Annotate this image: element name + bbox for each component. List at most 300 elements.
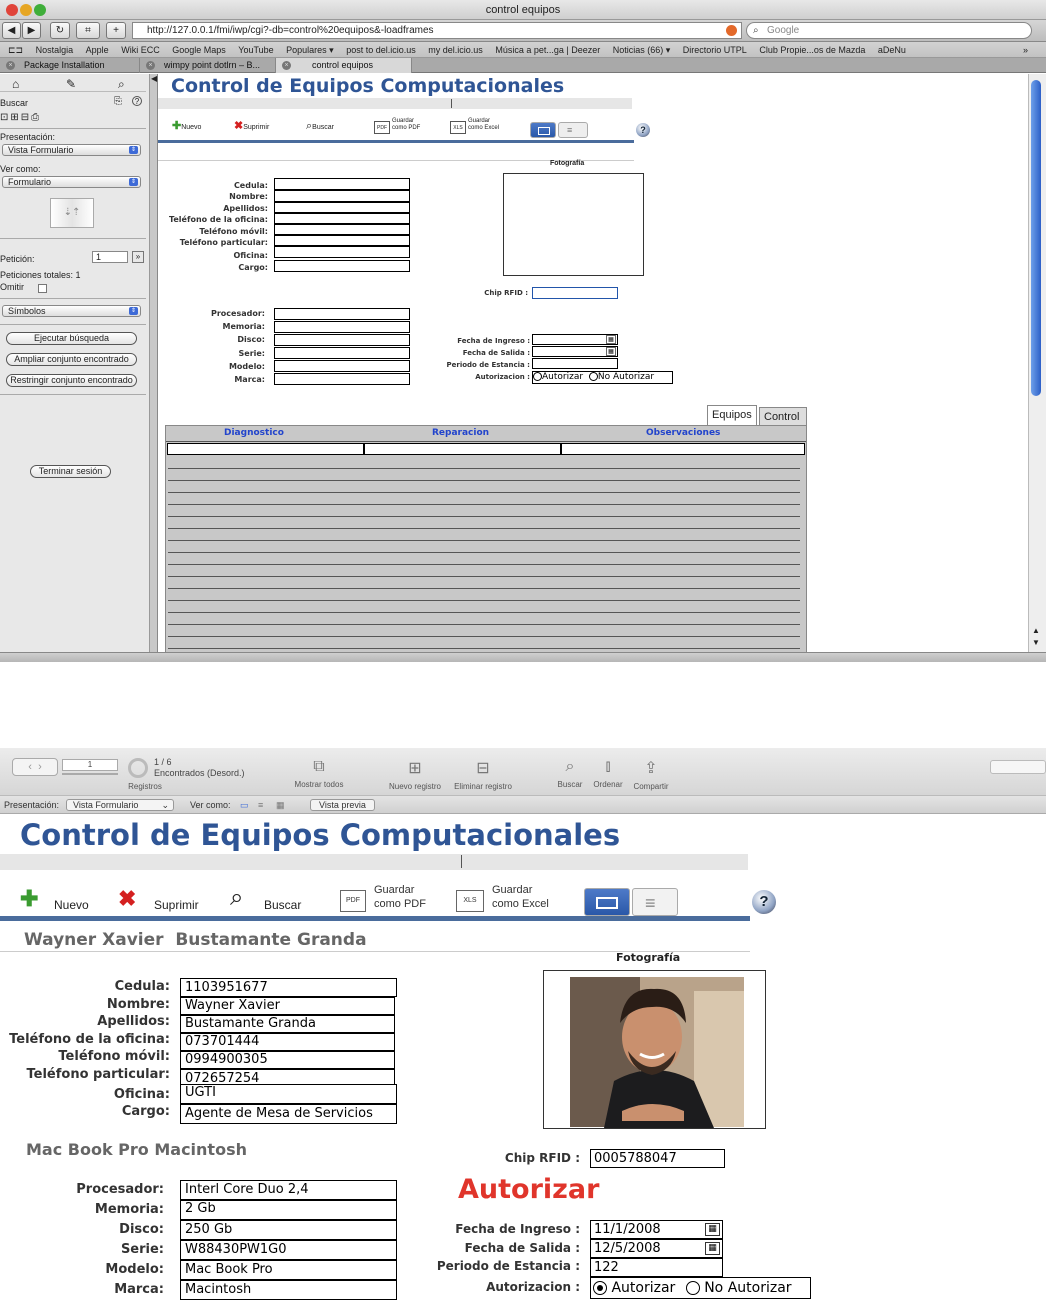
- procesador-input[interactable]: [274, 308, 410, 320]
- cargo-input[interactable]: [274, 260, 410, 272]
- toolbar-rule: [158, 140, 634, 143]
- tab-equipos[interactable]: Equipos: [707, 405, 757, 426]
- label-telefono-movil: Teléfono móvil:: [58, 1049, 170, 1065]
- text-caret: [451, 99, 452, 108]
- form-view-button[interactable]: [530, 122, 556, 138]
- label-autorizacion: Autorizacion :: [486, 1279, 580, 1294]
- status-area-sidebar: [0, 74, 150, 652]
- share-button[interactable]: [628, 758, 674, 794]
- label-procesador: Procesador:: [76, 1182, 164, 1197]
- find-label: Buscar: [557, 780, 583, 789]
- help-icon[interactable]: ?: [132, 96, 142, 106]
- label-nombre: Nombre:: [229, 192, 268, 202]
- bookmarks-bar: [0, 42, 1046, 58]
- book-icon[interactable]: ⊏⊐: [8, 45, 24, 55]
- fecha-ingreso-input[interactable]: [532, 334, 618, 345]
- portal-row-line: [168, 516, 800, 517]
- memoria-input[interactable]: [274, 321, 410, 333]
- delete-button[interactable]: [234, 119, 288, 133]
- serie-input[interactable]: W88430PW1G0: [180, 1240, 397, 1260]
- portal-header: [166, 426, 806, 442]
- save-excel-line1: Guardar: [492, 884, 533, 896]
- help-button[interactable]: ?: [752, 890, 776, 914]
- photo-container-field[interactable]: [503, 173, 644, 276]
- list-view-icon: ≡: [645, 893, 656, 913]
- portal-row-line: [168, 648, 800, 649]
- calendar-icon[interactable]: ▦: [606, 347, 616, 356]
- xls-icon: XLS: [450, 121, 466, 134]
- tab-control[interactable]: Control: [759, 407, 807, 425]
- bookmark-item[interactable]: Música a pet...ga | Deezer: [495, 45, 601, 55]
- label-oficina: Oficina:: [113, 1086, 170, 1102]
- label-modelo: Modelo:: [228, 361, 265, 371]
- delete-label: Suprimir: [154, 898, 199, 912]
- bookmark-item[interactable]: YouTube: [238, 45, 274, 55]
- add-bookmark-icon[interactable]: +: [106, 22, 126, 39]
- book-navigator-icon[interactable]: ⇣⇡: [50, 198, 94, 228]
- portal-row-line: [168, 468, 800, 469]
- bookmark-item[interactable]: post to del.icio.us: [346, 45, 416, 55]
- bookmark-item[interactable]: my del.icio.us: [428, 45, 483, 55]
- list-view-icon[interactable]: ≡: [258, 800, 264, 810]
- presentation-label: Presentación:: [4, 800, 60, 810]
- expand-found-set-button[interactable]: Ampliar conjunto encontrado: [6, 353, 137, 366]
- delete-record-icon: ✖: [234, 120, 244, 132]
- form-view-icon: [596, 897, 618, 909]
- chip-label: Chip RFID :: [484, 289, 528, 297]
- portal-row-line: [168, 480, 800, 481]
- bookmark-item[interactable]: Directorio UTPL: [682, 45, 747, 55]
- procesador-input[interactable]: Interl Core Duo 2,4: [180, 1180, 397, 1200]
- portal-row-line: [168, 540, 800, 541]
- sidebar-icon-row: [0, 76, 146, 92]
- fecha-salida-input[interactable]: [590, 1239, 723, 1258]
- portal-row-line: [168, 600, 800, 601]
- radio-autorizar-selected[interactable]: [593, 1281, 607, 1295]
- chip-rfid-input[interactable]: [532, 287, 618, 299]
- new-button[interactable]: [20, 886, 100, 914]
- telefono-particular-input[interactable]: [274, 235, 410, 246]
- new-record-icon: ✚: [172, 120, 182, 132]
- new-record-label: Nuevo registro: [388, 782, 442, 791]
- delete-label: Suprimir: [243, 124, 270, 131]
- toolbar-rule: [0, 916, 750, 921]
- modelo-input[interactable]: Mac Book Pro: [180, 1260, 397, 1280]
- label-marca: Marca:: [234, 375, 265, 385]
- symbols-select[interactable]: [2, 305, 141, 317]
- magnifier-icon[interactable]: ⌕: [118, 77, 125, 91]
- diagnostico-field[interactable]: [167, 443, 364, 455]
- search-label: Buscar: [312, 124, 334, 131]
- pdf-icon: PDF: [340, 890, 366, 912]
- presentation-select[interactable]: [66, 799, 174, 811]
- label-cedula: Cedula:: [114, 979, 170, 994]
- new-record-icon: ⊞: [408, 760, 422, 777]
- found-set-pie-icon: [128, 758, 148, 778]
- bookmark-item[interactable]: Google Maps: [172, 45, 226, 55]
- save-excel-line2: como Excel: [492, 898, 549, 910]
- radio-dot: [597, 1285, 603, 1291]
- chip-label: Chip RFID :: [504, 1151, 580, 1165]
- home-icon[interactable]: ⌂: [12, 77, 20, 91]
- close-window-icon[interactable]: [6, 4, 18, 16]
- zoom-window-icon[interactable]: [34, 4, 46, 16]
- page-title: Control de Equipos Computacionales: [20, 818, 621, 852]
- telefono-oficina-input[interactable]: 073701444: [180, 1033, 395, 1051]
- scroll-up-icon[interactable]: ▲: [1032, 626, 1040, 635]
- rss-icon[interactable]: [726, 25, 737, 36]
- magnifier-icon: ⌕: [753, 25, 759, 36]
- apellidos-input[interactable]: [274, 202, 410, 213]
- view-as-label: Ver como:: [190, 800, 231, 810]
- record-nav-arrows[interactable]: [12, 758, 58, 776]
- label-autorizacion: Autorizacion :: [475, 373, 530, 381]
- magnifier-icon: ⌕: [306, 120, 313, 132]
- autorizacion-radio-group[interactable]: [532, 371, 673, 384]
- select-arrows-icon: ⇕: [130, 179, 137, 185]
- portal-row-line: [168, 504, 800, 505]
- save-pdf-line1: Guardar: [374, 884, 415, 896]
- chip-rfid-input[interactable]: 0005788047: [590, 1149, 725, 1168]
- save-pdf-line2: como PDF: [374, 898, 426, 910]
- total-requests: Peticiones totales: 1: [0, 270, 81, 280]
- form-view-icon: [538, 127, 550, 135]
- save-pdf-button[interactable]: [340, 884, 440, 914]
- find-button[interactable]: [552, 758, 588, 794]
- browser-statusbar: [0, 652, 1046, 662]
- label-telefono-movil: Teléfono móvil:: [199, 226, 268, 236]
- marca-input[interactable]: Macintosh: [180, 1280, 397, 1300]
- record-count: 1 / 6: [154, 757, 172, 767]
- periodo-estancia-input[interactable]: 122: [590, 1258, 723, 1277]
- portal-row-line: [168, 576, 800, 577]
- previous-record-icon[interactable]: ‹: [28, 761, 32, 773]
- label-serie: Serie:: [238, 348, 265, 358]
- browser-tabs: [0, 58, 1046, 73]
- periodo-estancia-input[interactable]: [532, 358, 618, 369]
- disco-input[interactable]: [274, 334, 410, 346]
- url-text: http://127.0.0.1/fmi/iwp/cgi?-db=control%20equipos&-loadframes: [147, 25, 434, 36]
- sort-icon: ⫾: [605, 758, 611, 775]
- request-label: Petición:: [0, 254, 35, 264]
- overflow-chevron-icon[interactable]: »: [1022, 45, 1028, 55]
- radio-no-autorizar[interactable]: [686, 1281, 700, 1295]
- date-labels: [400, 1220, 580, 1296]
- portal-row-line: [168, 624, 800, 625]
- cedula-input[interactable]: [274, 178, 410, 190]
- search-settings-icon[interactable]: ⎘: [114, 96, 122, 107]
- window-title: control equipos: [485, 4, 561, 16]
- telefono-oficina-input[interactable]: [274, 213, 410, 224]
- form-view-button[interactable]: [584, 888, 630, 916]
- bookmark-item[interactable]: Club Propie...os de Mazda: [759, 45, 866, 55]
- label-disco: Disco:: [119, 1222, 164, 1237]
- symbols-value: Símbolos: [8, 306, 46, 316]
- authorization-status: Autorizar: [458, 1174, 600, 1205]
- request-input[interactable]: 1: [92, 251, 128, 263]
- view-as-value: Formulario: [8, 177, 52, 187]
- cedula-input[interactable]: 1103951677: [180, 978, 397, 997]
- radio-no-autorizar[interactable]: [589, 372, 598, 381]
- modelo-input[interactable]: [274, 360, 410, 372]
- header-diagnostico: Diagnostico: [224, 428, 284, 438]
- label-cargo: Cargo:: [238, 262, 268, 272]
- view-as-select[interactable]: [2, 176, 141, 188]
- reload-icon[interactable]: ↻: [50, 22, 70, 39]
- found-status: Encontrados (Desord.): [154, 768, 245, 778]
- portal-row-line: [168, 492, 800, 493]
- observaciones-field[interactable]: [561, 443, 805, 455]
- portal-row-line: [168, 612, 800, 613]
- select-arrows-icon: ⇕: [130, 147, 137, 153]
- telefono-movil-input[interactable]: [274, 224, 410, 235]
- fecha-ingreso-value: 11/1/2008: [594, 1222, 661, 1237]
- bookmark-item[interactable]: Nostalgia: [35, 45, 74, 55]
- label-telefono-oficina: Teléfono de la oficina:: [168, 215, 268, 225]
- list-view-icon: ≡: [567, 125, 573, 135]
- portal-row-line: [168, 564, 800, 565]
- found-set-info: [154, 757, 245, 779]
- label-modelo: Modelo:: [105, 1262, 164, 1277]
- records-label: Registros: [128, 782, 162, 791]
- oficina-input[interactable]: [274, 246, 410, 258]
- chevron-down-icon: ⌄: [161, 800, 169, 810]
- record-tools-icons[interactable]: ⊡⊞⊟⎙: [0, 112, 42, 123]
- search-label: Buscar: [264, 898, 302, 912]
- memoria-input[interactable]: 2 Gb: [180, 1200, 397, 1220]
- new-record-button[interactable]: [380, 758, 450, 794]
- label-periodo-estancia: Periodo de Estancia :: [436, 1259, 580, 1274]
- bookmark-item[interactable]: aDeNu: [877, 45, 906, 55]
- label-serie: Serie:: [120, 1242, 164, 1257]
- label-oficina: Oficina:: [233, 251, 268, 261]
- pdf-icon: PDF: [374, 121, 390, 134]
- delete-record-icon: ✖: [118, 886, 137, 911]
- preview-button[interactable]: Vista previa: [310, 799, 375, 811]
- presentation-value: Vista Formulario: [73, 800, 139, 810]
- window-titlebar: [0, 0, 1046, 20]
- show-all-button[interactable]: [284, 758, 354, 794]
- apellidos-input[interactable]: Bustamante Granda: [180, 1015, 395, 1033]
- new-button[interactable]: [172, 119, 216, 133]
- record-slider[interactable]: [62, 773, 118, 775]
- fecha-salida-value: 12/5/2008: [594, 1241, 661, 1256]
- new-record-icon: ✚: [20, 886, 39, 911]
- bookmark-item[interactable]: Wiki ECC: [121, 45, 160, 55]
- telefono-movil-input[interactable]: 0994900305: [180, 1051, 395, 1069]
- label-fecha-salida: Fecha de Salida :: [462, 349, 530, 357]
- label-fecha-salida: Fecha de Salida :: [464, 1240, 580, 1255]
- save-excel-button[interactable]: [456, 884, 566, 914]
- delete-button[interactable]: [118, 886, 208, 914]
- delete-record-button[interactable]: [446, 758, 520, 794]
- label-cargo: Cargo:: [121, 1104, 170, 1120]
- label-telefono-particular: Teléfono particular:: [26, 1066, 170, 1082]
- reparacion-field[interactable]: [364, 443, 561, 455]
- tab-package-installation[interactable]: [0, 58, 140, 73]
- show-all-label: Mostrar todos: [294, 780, 344, 789]
- nombre-input[interactable]: Wayner Xavier: [180, 997, 395, 1015]
- radio-autorizar-label: Autorizar: [611, 1280, 676, 1296]
- cargo-input[interactable]: Agente de Mesa de Servicios: [180, 1104, 397, 1124]
- label-telefono-particular: Teléfono particular:: [179, 238, 268, 248]
- label-disco: Disco:: [237, 335, 265, 345]
- sort-button[interactable]: [590, 758, 626, 794]
- oficina-input[interactable]: UGTI: [180, 1084, 397, 1104]
- collapse-arrow-icon[interactable]: ◀: [151, 74, 158, 83]
- delete-record-label: Eliminar registro: [454, 782, 512, 791]
- minimize-window-icon[interactable]: [20, 4, 32, 16]
- url-input[interactable]: [132, 22, 742, 39]
- serie-input[interactable]: [274, 347, 410, 359]
- sidebar-splitter[interactable]: [150, 74, 158, 652]
- label-cedula: Cedula:: [233, 181, 268, 190]
- save-excel-line1: Guardar: [468, 118, 491, 124]
- nombre-input[interactable]: [274, 190, 410, 202]
- tab-label: wimpy point dotlrn – B...: [164, 60, 261, 70]
- scroll-thumb[interactable]: [1031, 80, 1041, 396]
- photo-label: Fotografía: [616, 951, 681, 964]
- label-marca: Marca:: [114, 1282, 164, 1297]
- page-title: Control de Equipos Computacionales: [171, 75, 565, 97]
- fecha-ingreso-input[interactable]: [590, 1220, 723, 1239]
- presentation-label: Presentación:: [0, 132, 56, 142]
- save-excel-button[interactable]: [450, 118, 512, 136]
- sort-label: Ordenar: [593, 780, 623, 789]
- calendar-icon[interactable]: ▦: [606, 335, 616, 344]
- equipment-portal: [165, 425, 807, 653]
- person-labels: [0, 978, 170, 1121]
- new-label: Nuevo: [181, 124, 202, 131]
- label-memoria: Memoria:: [222, 322, 265, 332]
- magnifier-icon: ⌕: [230, 884, 244, 911]
- portal-row-line: [168, 528, 800, 529]
- date-labels: [408, 335, 530, 383]
- autorizacion-radio-group[interactable]: [590, 1277, 811, 1299]
- screenshot-icon[interactable]: ⌗: [76, 22, 100, 39]
- portal-row-line: [168, 636, 800, 637]
- quick-find-input[interactable]: [990, 760, 1046, 774]
- portrait-photo: [544, 971, 765, 1128]
- list-view-button[interactable]: [558, 122, 588, 138]
- title-strip: [158, 98, 632, 109]
- search-mode-label: Buscar: [0, 98, 29, 108]
- browser-toolbar: [0, 20, 1046, 42]
- search-placeholder: Google: [767, 25, 800, 36]
- marca-input[interactable]: [274, 373, 410, 385]
- tab-wimpy-point[interactable]: [140, 58, 276, 73]
- delete-record-icon: ⊟: [476, 760, 490, 777]
- close-tab-icon[interactable]: ×: [6, 61, 15, 70]
- photo-label: Fotografía: [550, 160, 585, 167]
- back-icon[interactable]: ◀: [2, 22, 21, 39]
- search-button[interactable]: [230, 886, 310, 914]
- equipment-heading: Mac Book Pro Macintosh: [26, 1140, 247, 1159]
- new-label: Nuevo: [54, 898, 89, 912]
- radio-no-autorizar-label: No Autorizar: [597, 372, 655, 382]
- close-tab-icon[interactable]: ×: [146, 61, 155, 70]
- show-all-icon: ⧉: [313, 758, 325, 775]
- bookmark-item[interactable]: Populares ▾: [286, 45, 334, 55]
- photo-container-field[interactable]: [543, 970, 766, 1129]
- telefono-particular-input[interactable]: 072657254: [180, 1069, 395, 1085]
- header-reparacion: Reparacion: [432, 428, 490, 438]
- run-search-button[interactable]: Ejecutar búsqueda: [6, 332, 137, 345]
- share-icon: ⇪: [644, 760, 658, 777]
- restrict-found-set-button[interactable]: Restringir conjunto encontrado: [6, 374, 137, 387]
- save-excel-line2: como Excel: [468, 125, 500, 131]
- equipment-labels: [0, 1180, 164, 1300]
- label-apellidos: Apellidos:: [223, 203, 268, 213]
- label-fecha-ingreso: Fecha de Ingreso :: [457, 337, 530, 345]
- divider: [0, 394, 146, 395]
- label-memoria: Memoria:: [94, 1202, 164, 1217]
- pencil-icon[interactable]: ✎: [66, 77, 77, 91]
- calendar-icon[interactable]: ▦: [705, 1242, 720, 1255]
- radio-autorizar-label: Autorizar: [542, 372, 584, 382]
- search-button[interactable]: [306, 119, 350, 133]
- divider: [0, 324, 146, 325]
- disco-input[interactable]: 250 Gb: [180, 1220, 397, 1240]
- list-view-button[interactable]: [632, 888, 678, 916]
- close-tab-icon[interactable]: ×: [282, 61, 291, 70]
- forward-icon[interactable]: ▶: [22, 22, 41, 39]
- label-nombre: Nombre:: [106, 996, 170, 1012]
- label-procesador: Procesador:: [211, 309, 265, 318]
- person-labels: [158, 180, 268, 273]
- vertical-scrollbar[interactable]: [1028, 74, 1046, 652]
- table-view-icon[interactable]: ▦: [276, 800, 285, 810]
- filemaker-window: [0, 748, 1046, 1316]
- next-record-icon[interactable]: ›: [38, 761, 42, 773]
- current-record-input[interactable]: 1: [62, 759, 118, 771]
- save-pdf-button[interactable]: [374, 118, 434, 136]
- logout-button[interactable]: Terminar sesión: [30, 465, 111, 478]
- google-search-input[interactable]: [746, 22, 1032, 39]
- form-view-icon[interactable]: ▭: [240, 800, 249, 810]
- label-periodo-estancia: Periodo de Estancia :: [446, 361, 530, 369]
- portal-row-line: [168, 552, 800, 553]
- record-heading: Wayner Xavier Bustamante Granda: [24, 930, 367, 950]
- calendar-icon[interactable]: ▦: [705, 1223, 720, 1236]
- omit-checkbox[interactable]: [38, 284, 47, 293]
- label-fecha-ingreso: Fecha de Ingreso :: [455, 1222, 580, 1236]
- label-apellidos: Apellidos:: [97, 1014, 170, 1030]
- bookmark-item[interactable]: Noticias (66) ▾: [612, 45, 671, 55]
- scroll-down-icon[interactable]: ▼: [1032, 638, 1040, 647]
- divider: [0, 238, 146, 239]
- presentation-select[interactable]: [2, 144, 141, 156]
- divider: [0, 128, 146, 129]
- help-button[interactable]: ?: [636, 123, 650, 137]
- share-label: Compartir: [633, 782, 669, 791]
- save-pdf-line1: Guardar: [392, 118, 415, 124]
- text-caret: [461, 855, 462, 868]
- save-pdf-line2: como PDF: [392, 125, 421, 131]
- radio-autorizar[interactable]: [533, 372, 542, 381]
- magnifier-icon: ⌕: [565, 758, 575, 775]
- omit-label: Omitir: [0, 282, 24, 292]
- tab-label: control equipos: [312, 60, 374, 70]
- fecha-salida-input[interactable]: [532, 346, 618, 357]
- layout-bar: [0, 796, 1046, 814]
- go-request-icon[interactable]: »: [132, 251, 144, 263]
- tab-control-equipos[interactable]: [276, 58, 412, 73]
- filemaker-toolbar: [0, 748, 1046, 796]
- bookmark-item[interactable]: Apple: [85, 45, 109, 55]
- select-arrows-icon: ⇕: [130, 308, 137, 314]
- view-as-label: Ver como:: [0, 164, 41, 174]
